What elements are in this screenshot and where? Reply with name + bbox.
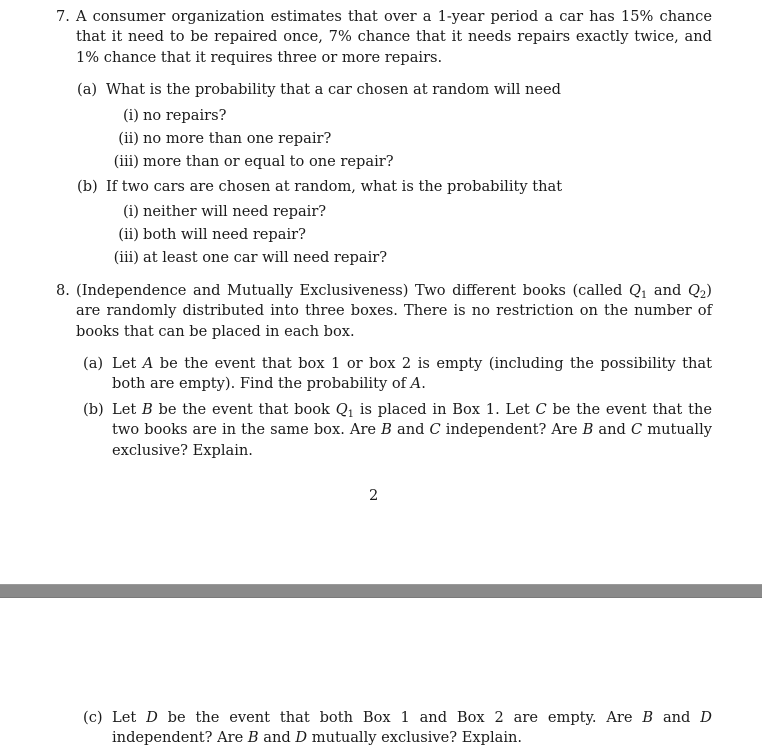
item-text: more than or equal to one repair?	[143, 153, 394, 170]
problem-7a-label: (a)	[77, 81, 98, 98]
problem-8a-label: (a)	[83, 355, 104, 372]
problem-7-number: 7.	[56, 8, 70, 25]
item-text: no more than one repair?	[143, 130, 332, 147]
item-text: both will need repair?	[143, 226, 306, 243]
document-page-2	[0, 598, 762, 755]
page-separator	[0, 584, 762, 598]
problem-7b-text: If two cars are chosen at random, what is the probability that	[106, 178, 563, 195]
problem-7-text: A consumer organization estimates that over a 1-year period a car has 15% chance that it need to be repaired once, 7% chance that it needs repairs exactly twice, and 1% chance that it requires three or more repairs.	[76, 8, 712, 66]
problem-8a	[83, 354, 712, 395]
problem-8-number: 8.	[56, 282, 70, 299]
item-label: (i)	[122, 107, 139, 124]
problem-7	[56, 7, 712, 68]
problem-7a	[77, 80, 717, 100]
problem-8b-text: Let B be the event that book $Q_1$ is placed in Box 1. Let C be the event that the two books are in the same box. Are B and C independent? Are B and C mutually exclusive? Explain.	[112, 401, 713, 459]
item-label: (ii)	[118, 130, 139, 147]
problem-8b	[83, 400, 712, 461]
problem-8	[56, 281, 712, 342]
problem-7b	[77, 177, 717, 197]
problem-8c-text: Let D be the event that both Box 1 and Box 2 are empty. Are B and D independent? Are B and D mutually exclusive? Explain.	[112, 709, 712, 747]
item-label: (iii)	[113, 153, 139, 170]
item-label: (i)	[122, 203, 139, 220]
item-text: no repairs?	[143, 107, 227, 124]
item-label: (ii)	[118, 226, 139, 243]
problem-8c-label: (c)	[83, 709, 103, 726]
item-text: at least one car will need repair?	[143, 249, 388, 266]
item-label: (iii)	[113, 249, 139, 266]
problem-8b-label: (b)	[83, 401, 104, 418]
page-number: 2	[369, 487, 379, 504]
item-text: neither will need repair?	[143, 203, 327, 220]
problem-7a-text: What is the probability that a car chosen at random will need	[106, 81, 562, 98]
problem-8c	[83, 708, 712, 749]
problem-7b-label: (b)	[77, 178, 98, 195]
problem-8a-text: Let A be the event that box 1 or box 2 is empty (including the possibility that both are empty). Find the probability of A.	[112, 355, 712, 393]
problem-8-text: (Independence and Mutually Exclusiveness) Two different books (called $Q_1$ and $Q_2$) are randomly distributed into three boxes. There is no restriction on the number of books that can be placed in each box.	[76, 282, 712, 340]
